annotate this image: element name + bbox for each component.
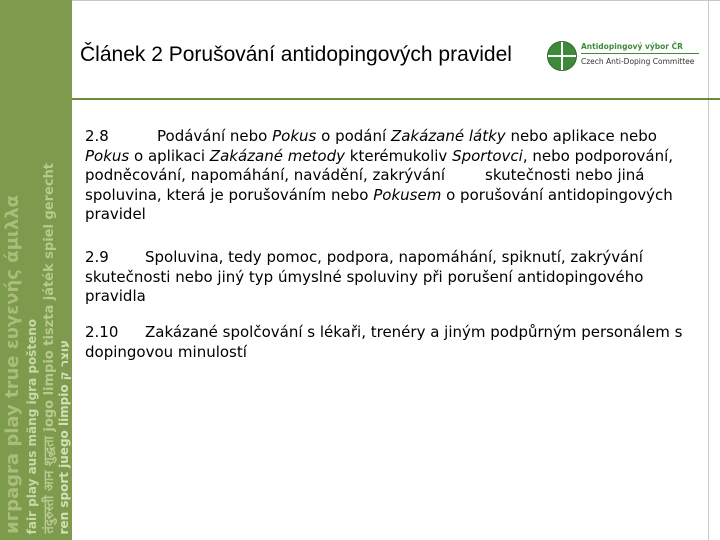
sidebar-text-column: играgra play true ευγενής άμιλλα [2, 195, 23, 534]
paragraph-text: Spoluvina, tedy pomoc, podpora, napomáhání, spiknutí, zakrývání skutečnosti nebo jiný typ úmyslné spoluviny při porušení antidopingového pravidla [85, 248, 644, 305]
frame-right-line [708, 0, 709, 540]
text-run: o porušování antidopingových pravidel [85, 185, 673, 223]
sidebar-text-column: तंदुरुस्ती आन शुद्धता jogo limpio tiszta játék spiel gerecht [42, 163, 57, 534]
text-run: o aplikaci [129, 146, 210, 165]
defined-term: Pokusem [373, 185, 442, 204]
defined-term: Zakázané látky [390, 127, 506, 145]
text-run: kterémukoliv [345, 146, 453, 165]
defined-term: Zakázané metody [209, 146, 346, 165]
defined-term: Pokus [85, 146, 130, 165]
frame-top-line [72, 0, 720, 1]
text-run: nebo aplikace nebo [505, 127, 657, 145]
paragraph-number: 2.10 [85, 323, 119, 341]
title-divider [72, 98, 720, 100]
sidebar-text-column: fair play aus mäng igra pošteno [25, 318, 39, 534]
logo-divider [581, 53, 699, 54]
text-run: , nebo podporování, podněcování, napomáhání, navádění, zakrývání [85, 146, 674, 184]
defined-term: Sportovci [452, 146, 523, 165]
page-title: Článek 2 Porušování antidopingových pravidel [80, 43, 512, 66]
logo-emblem-icon [547, 41, 577, 71]
text-run: skutečnosti nebo jiná spoluvina, která je porušováním nebo [85, 166, 645, 204]
text-run: o podání [316, 127, 391, 145]
logo-line-cz: Antidopingový výbor ČR [581, 42, 683, 51]
paragraph-text: Zakázané spolčování s lékaři, trenéry a jiným podpůrným personálem s dopingovou minulostí [85, 323, 683, 361]
logo-line-en: Czech Anti-Doping Committee [581, 57, 695, 66]
decorative-sidebar [0, 0, 72, 540]
defined-term: Pokus [272, 127, 317, 145]
logo [547, 40, 701, 72]
sidebar-text-column: ren sport juego limpio עוצר ק [57, 339, 71, 534]
text-run: Podávání nebo [157, 127, 273, 145]
paragraph-2-10 [85, 323, 695, 362]
paragraph-number: 2.9 [85, 248, 109, 266]
paragraph-number: 2.8 [85, 127, 109, 145]
paragraph-2-9 [85, 248, 695, 307]
paragraph-2-8 [85, 127, 695, 225]
